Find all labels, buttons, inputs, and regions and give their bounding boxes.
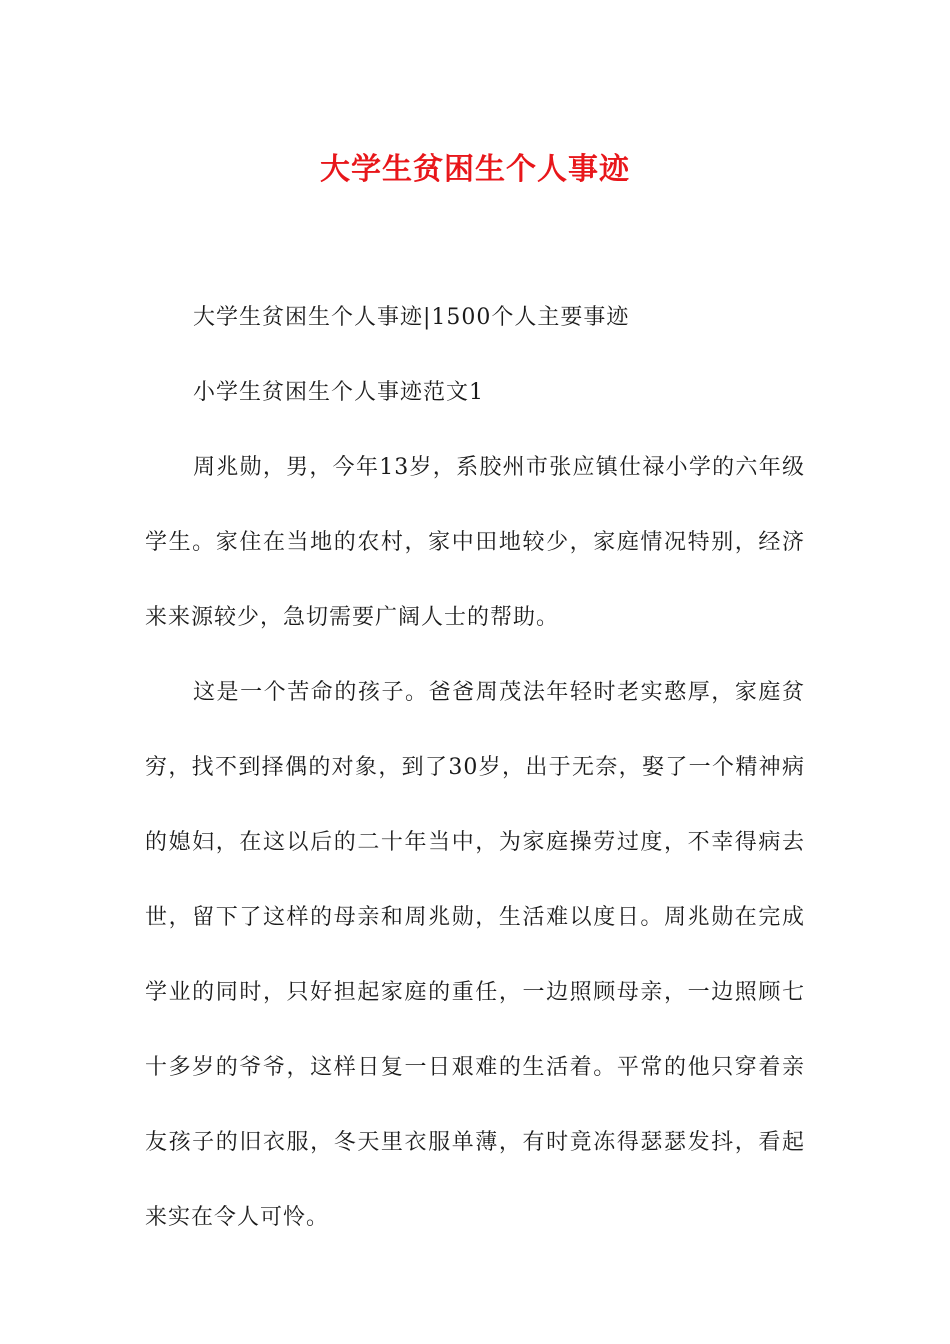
paragraph-subtitle: 大学生贫困生个人事迹|1500个人主要事迹 — [193, 305, 630, 330]
paragraph-section-heading: 小学生贫困生个人事迹范文1 — [193, 380, 484, 405]
paragraph-intro: 周兆勋，男，今年13岁，系胶州市张应镇仕禄小学的六年级学生。家住在当地的农村，家中田地较少，家庭情况特别，经济来来源较少，急切需要广阔人士的帮助。 — [145, 455, 805, 630]
paragraph-story: 这是一个苦命的孩子。爸爸周茂法年轻时老实憨厚，家庭贫穷，找不到择偶的对象，到了30岁，出于无奈，娶了一个精神病的媳妇，在这以后的二十年当中，为家庭操劳过度，不幸得病去世，留下了这样的母亲和周兆勋，生活难以度日。周兆勋在完成学业的同时，只好担起家庭的重任，一边照顾母亲，一边照顾七十多岁的爷爷，这样日复一日艰难的生活着。平常的他只穿着亲友孩子的旧衣服，冬天里衣服单薄，有时竟冻得瑟瑟发抖，看起来实在令人可怜。 — [145, 680, 805, 1230]
document-title: 大学生贫困生个人事迹 — [320, 152, 630, 187]
document-body — [145, 280, 805, 1255]
